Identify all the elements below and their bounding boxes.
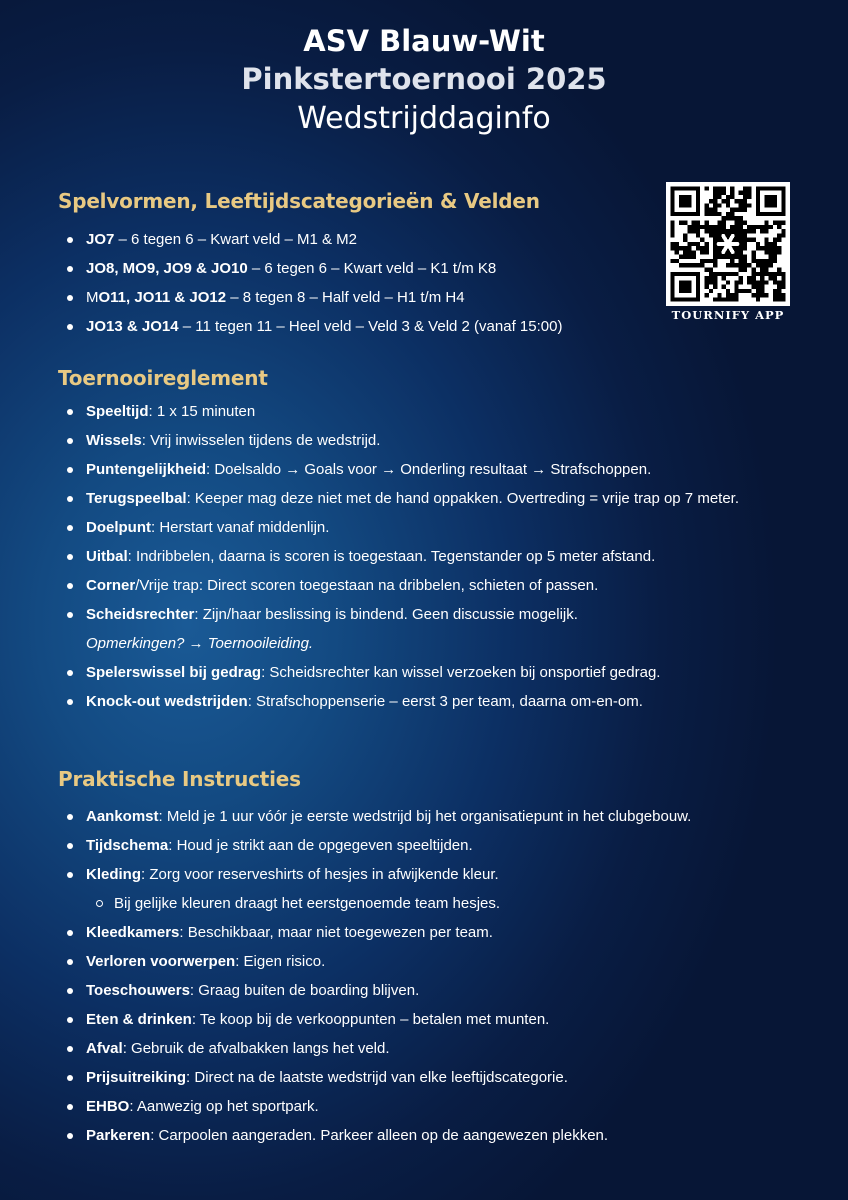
rules-list [58, 397, 758, 716]
item-label: Wissels [86, 432, 142, 449]
list-item [58, 947, 798, 976]
list-item [58, 312, 658, 341]
item-label: Scheidsrechter [86, 606, 195, 623]
item-text: : Meld je 1 uur vóór je eerste wedstrijd bij het organisatiepunt in het clubgebouw. [158, 808, 692, 825]
item-label: JO7 [86, 231, 115, 248]
qr-block [666, 182, 790, 322]
item-label: Eten & drinken [86, 1011, 192, 1028]
practical-section-title: Praktische Instructies [58, 767, 301, 791]
list-item [58, 658, 758, 687]
list-item [58, 976, 798, 1005]
item-text: : Houd je strikt aan de opgegeven speeltijden. [168, 837, 473, 854]
item-text: : Beschikbaar, maar niet toegewezen per team. [179, 924, 493, 941]
formats-list [58, 225, 658, 341]
list-item [58, 1005, 798, 1034]
page-header [0, 22, 848, 140]
item-text: – 6 tegen 6 – Kwart veld – K1 t/m K8 [247, 260, 497, 277]
item-label: Afval [86, 1040, 123, 1057]
list-item [58, 1034, 798, 1063]
item-label: Aankomst [86, 808, 159, 825]
item-text: : Carpoolen aangeraden. Parkeer alleen op de aangewezen plekken. [150, 1127, 609, 1144]
item-text: Bij gelijke kleuren draagt het eerstgenoemde team hesjes. [114, 895, 501, 912]
practical-list [58, 802, 798, 1150]
list-item [58, 571, 758, 600]
list-item [58, 225, 658, 254]
item-prefix: M [86, 289, 99, 306]
list-item [58, 1121, 798, 1150]
list-item [58, 283, 658, 312]
item-text: : Zorg voor reserveshirts of hesjes in afwijkende kleur. [141, 866, 499, 883]
list-item [58, 1063, 798, 1092]
item-label: Knock-out wedstrijden [86, 693, 248, 710]
item-text: /Vrije trap: Direct scoren toegestaan na dribbelen, schieten of passen. [135, 577, 599, 594]
formats-section-title: Spelvormen, Leeftijdscategorieën & Velden [58, 189, 540, 213]
list-item [58, 802, 798, 831]
list-item [58, 687, 758, 716]
list-item [58, 254, 658, 283]
item-text: : Scheidsrechter kan wissel verzoeken bij onsportief gedrag. [261, 664, 661, 681]
item-label: Kleding [86, 866, 141, 883]
list-item [58, 484, 758, 513]
item-text: : Zijn/haar beslissing is bindend. Geen discussie mogelijk. [194, 606, 578, 623]
list-item [58, 860, 798, 889]
item-text: : Eigen risico. [235, 953, 326, 970]
list-item [58, 513, 758, 542]
item-label: Toeschouwers [86, 982, 190, 999]
rules-section-title: Toernooireglement [58, 366, 268, 390]
list-item [58, 1092, 798, 1121]
item-text: : Herstart vanaf middenlijn. [151, 519, 330, 536]
list-item [58, 397, 758, 426]
qr-label: TOURNIFY APP [671, 308, 785, 322]
item-label: Uitbal [86, 548, 128, 565]
item-text: : 1 x 15 minuten [148, 403, 256, 420]
list-item [58, 542, 758, 571]
item-label: Kleedkamers [86, 924, 180, 941]
item-text: : Strafschoppenserie – eerst 3 per team, daarna om-en-om. [247, 693, 643, 710]
list-item [58, 600, 758, 658]
item-text: – 11 tegen 11 – Heel veld – Veld 3 & Veld 2 (vanaf 15:00) [178, 318, 563, 335]
item-text: : Graag buiten de boarding blijven. [189, 982, 420, 999]
item-label: Puntengelijkheid [86, 461, 207, 478]
item-text: : Doelsaldo → Goals voor → Onderling resultaat → Strafschoppen. [206, 461, 652, 478]
item-label: Parkeren [86, 1127, 151, 1144]
item-note: Opmerkingen? → Toernooileiding. [86, 635, 314, 652]
item-label: Verloren voorwerpen [86, 953, 236, 970]
page-subtitle: Wedstrijddaginfo [297, 101, 551, 136]
item-text: : Te koop bij de verkooppunten – betalen met munten. [191, 1011, 550, 1028]
item-label: Terugspeelbal [86, 490, 187, 507]
item-label: O11, JO11 & JO12 [98, 289, 227, 306]
item-text: : Aanwezig op het sportpark. [129, 1098, 319, 1115]
item-text: : Vrij inwisselen tijdens de wedstrijd. [141, 432, 381, 449]
list-item [58, 831, 798, 860]
item-label: Speeltijd [86, 403, 149, 420]
sub-list-item [58, 889, 798, 918]
item-text: : Gebruik de afvalbakken langs het veld. [122, 1040, 390, 1057]
item-label: JO8, MO9, JO9 & JO10 [86, 260, 248, 277]
list-item [58, 918, 798, 947]
item-text: : Indribbelen, daarna is scoren is toegestaan. Tegenstander op 5 meter afstand. [127, 548, 656, 565]
club-title: ASV Blauw-Wit [303, 24, 545, 58]
list-item [58, 455, 758, 484]
list-item [58, 426, 758, 455]
event-title: Pinkstertoernooi 2025 [241, 62, 607, 96]
item-label: Prijsuitreiking [86, 1069, 187, 1086]
item-label: Tijdschema [86, 837, 169, 854]
item-text: – 6 tegen 6 – Kwart veld – M1 & M2 [114, 231, 357, 248]
item-label: Doelpunt [86, 519, 151, 536]
item-label: JO13 & JO14 [86, 318, 179, 335]
item-text: : Direct na de laatste wedstrijd van elke leeftijdscategorie. [186, 1069, 568, 1086]
item-text: : Keeper mag deze niet met de hand oppakken. Overtreding = vrije trap op 7 meter. [186, 490, 740, 507]
qr-code-icon[interactable] [666, 182, 790, 306]
item-text: – 8 tegen 8 – Half veld – H1 t/m H4 [226, 289, 465, 306]
item-label: Corner [86, 577, 136, 594]
item-label: Spelerswissel bij gedrag [86, 664, 262, 681]
item-label: EHBO [86, 1098, 130, 1115]
